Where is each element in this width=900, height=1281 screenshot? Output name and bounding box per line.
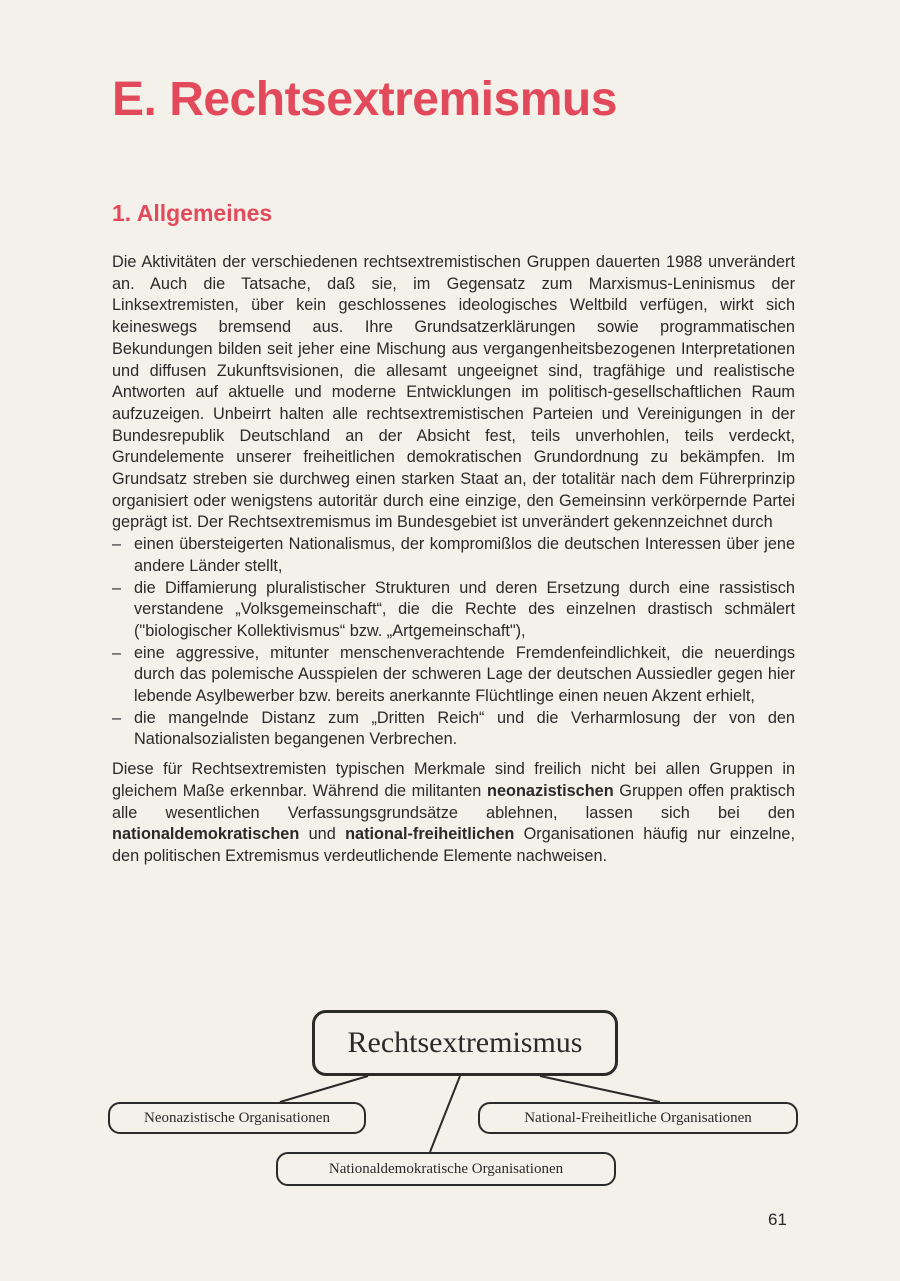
bold-term-nationaldemokratisch: nationaldemokratischen: [112, 825, 300, 844]
list-item-text: eine aggressive, mitunter menschenverachtende Fremdenfeindlichkeit, die neuerdings durch das polemische Ausspielen der schweren Lage der deutschen Aussiedler gegen hier lebende Asylbewerber bzw. bereits anerkannte Flüchtlinge einen neuen Akzent erhielt,: [134, 643, 795, 706]
paragraph-text: Diese für Rechtsextremisten typischen Merkmale sind freilich nicht bei allen Gruppen in gleichem Maße erkennbar. Während die militanten: [112, 760, 795, 800]
page-number: 61: [768, 1210, 787, 1229]
list-item-text: die Diffamierung pluralistischer Strukturen und deren Ersetzung durch eine rassistisch verstandene „Volksgemeinschaft“, die die Rechte des einzelnen drastisch schmälert ("biologischer Kollektivismus“ bzw. „Artgemeinschaft"),: [134, 578, 795, 640]
dash-marker: –: [112, 578, 122, 597]
connector-line-left: [280, 1076, 368, 1102]
diagram-box-main: Rechtsextremismus: [312, 1010, 618, 1076]
bold-term-national-freiheitlich: national-freiheitlichen: [345, 825, 515, 844]
diagram-box-neonazi: Neonazistische Organisationen: [108, 1102, 366, 1134]
dash-marker: –: [112, 535, 122, 554]
chapter-title: E. Rechtsextremismus: [112, 73, 617, 126]
paragraph-intro: Die Aktivitäten der verschiedenen rechtsextremistischen Gruppen dauerten 1988 unverändert an. Auch die Tatsache, daß sie, im Gegensatz zum Marxismus-Leninismus der Linksextremisten, über kein geschlossenes ideologisches Weltbild verfügen, wirkt sich keineswegs bremsend aus. Ihre Grundsatzerklärungen sowie programmatischen Bekundungen bilden seit jeher eine Mischung aus vergangenheitsbezogenen Interpretationen und diffusen Zukunftsvisionen, die allesamt ungeeignet sind, tragfähige und realistische Antworten auf aktuelle und moderne Entwicklungen im politisch-gesellschaftlichen Raum aufzuzeigen. Unbeirrt halten alle rechtsextremistischen Parteien und Vereinigungen in der Bundesrepublik Deutschland an der Absicht fest, teils unverhohlen, teils verdeckt, Grundelemente unserer freiheitlichen demokratischen Grundordnung zu bekämpfen. Im Grundsatz streben sie durchweg einen starken Staat an, der totalitär nach dem Führerprinzip organisiert oder wenigstens autoritär durch eine einzige, den Gemeinsinn verkörpernde Partei geprägt ist. Der Rechtsextremismus im Bundesgebiet ist unverändert gekennzeichnet durch: [112, 253, 795, 532]
dash-marker: –: [112, 643, 122, 662]
paragraph-text: Organisationen häufig nur einzelne, den politischen Extremismus verdeutlichende Elemente nachweisen.: [112, 825, 795, 865]
paragraph-text: und: [299, 825, 346, 844]
bold-term-neonazistisch: neonazistischen: [487, 781, 614, 800]
diagram-box-national-freiheitlich: National-Freiheitliche Organisationen: [478, 1102, 798, 1134]
connector-line-right: [540, 1076, 660, 1102]
list-item-text: einen übersteigerten Nationalismus, der kompromißlos die deutschen Interessen über jene andere Länder stellt,: [134, 535, 795, 575]
section-title: 1. Allgemeines: [112, 200, 273, 226]
connector-line-bottom: [430, 1076, 460, 1152]
diagram-box-nationaldemokratisch: Nationaldemokratische Organisationen: [276, 1152, 616, 1186]
paragraph-text: Gruppen offen praktisch alle wesentlichen Verfassungsgrundsätze ablehnen, lassen sich bei den: [112, 781, 796, 822]
dash-marker: –: [112, 708, 122, 727]
list-item-text: die mangelnde Distanz zum „Dritten Reich“ und die Verharmlosung der von den Nationalsozialisten begangenen Verbrechen.: [134, 708, 795, 749]
